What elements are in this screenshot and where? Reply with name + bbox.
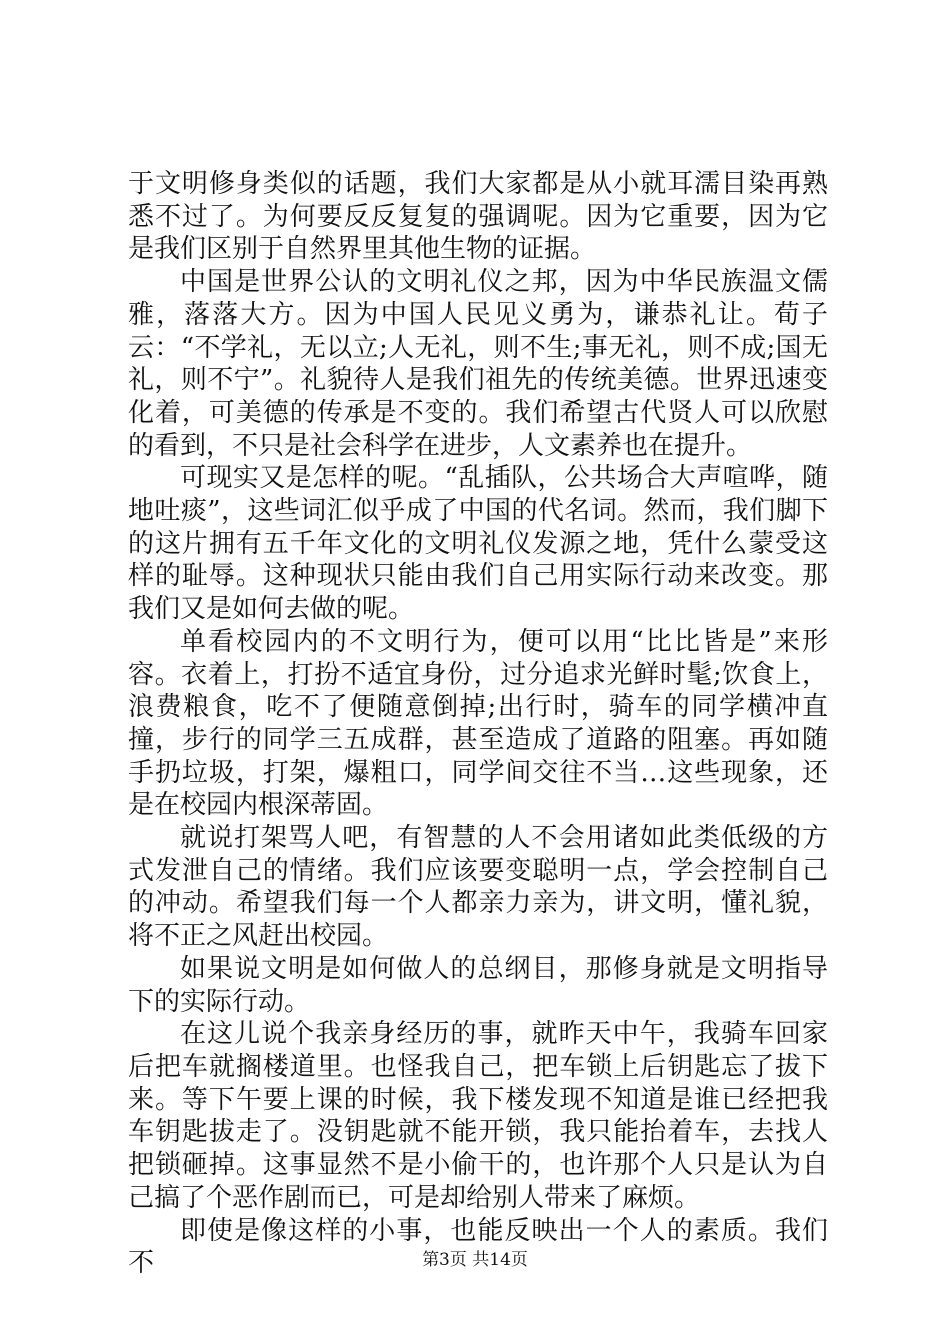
paragraph-7: 在这儿说个我亲身经历的事，就昨天中午，我骑车回家后把车就搁楼道里。也怪我自己，把车锁上后钥匙忘了拔下来。等下午要上课的时候，我下楼发现不知道是谁已经把我车钥匙拔走了。没钥匙就不能开锁，我只能抬着车，去找人把锁砸掉。这事显然不是小偷干的，也许那个人只是认为自己搞了个恶作剧而已，可是却给别人带来了麻烦。 bbox=[128, 1019, 828, 1213]
body-text bbox=[128, 168, 828, 1280]
paragraph-8: 即使是像这样的小事，也能反映出一个人的素质。我们不 bbox=[128, 1215, 828, 1279]
paragraph-2: 中国是世界公认的文明礼仪之邦，因为中华民族温文儒雅，落落大方。因为中国人民见义勇为，谦恭礼让。荀子云：“不学礼，无以立;人无礼，则不生;事无礼，则不成;国无礼，则不宁”。礼貌待人是我们祖先的传统美德。世界迅速变化着，可美德的传承是不变的。我们希望古代贤人可以欣慰的看到，不只是社会科学在进步，人文素养也在提升。 bbox=[128, 267, 828, 461]
paragraph-4: 单看校园内的不文明行为，便可以用“比比皆是”来形容。衣着上，打扮不适宜身份，过分追求光鲜时髦;饮食上，浪费粮食，吃不了便随意倒掉;出行时，骑车的同学横冲直撞，步行的同学三五成群，甚至造成了道路的阻塞。再如随手扔垃圾，打架，爆粗口，同学间交往不当…这些现象，还是在校园内根深蒂固。 bbox=[128, 626, 828, 821]
paragraph-6: 如果说文明是如何做人的总纲目，那修身就是文明指导下的实际行动。 bbox=[128, 953, 828, 1017]
paragraph-5: 就说打架骂人吧，有智慧的人不会用诸如此类低级的方式发泄自己的情绪。我们应该要变聪明一点，学会控制自己的冲动。希望我们每一个人都亲力亲为，讲文明，懂礼貌，将不正之风赶出校园。 bbox=[128, 823, 828, 952]
page-footer: 第3页 共14页 bbox=[422, 1250, 528, 1270]
paragraph-3: 可现实又是怎样的呢。“乱插队，公共场合大声喧哗，随地吐痰”，这些词汇似乎成了中国的代名词。然而，我们脚下的这片拥有五千年文化的文明礼仪发源之地，凭什么蒙受这样的耻辱。这种现状只能由我们自己用实际行动来改变。那我们又是如何去做的呢。 bbox=[128, 463, 828, 625]
paragraph-1: 于文明修身类似的话题，我们大家都是从小就耳濡目染再熟悉不过了。为何要反反复复的强调呢。因为它重要，因为它是我们区别于自然界里其他生物的证据。 bbox=[128, 169, 828, 265]
